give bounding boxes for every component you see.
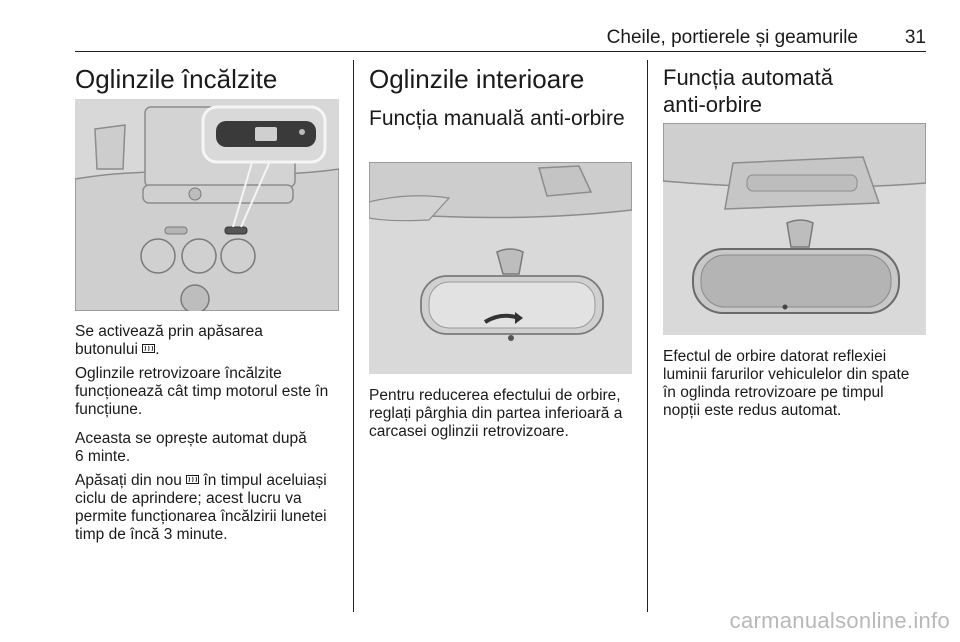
heading-line: Funcția automată <box>663 65 833 90</box>
dashboard-illustration <box>75 99 339 311</box>
watermark: carmanualsonline.info <box>729 608 950 633</box>
subheading-manual-anti-glare: Funcția manuală anti-orbire <box>369 107 625 130</box>
page-header <box>75 27 926 51</box>
paragraph-manual-instructions <box>369 387 622 441</box>
text-line: în oglinda retrovizoare pe timpul <box>663 384 884 401</box>
paragraph-auto-description <box>663 348 909 420</box>
text-line: butonului <box>75 341 138 358</box>
paragraph-function <box>75 365 328 419</box>
column-divider-2 <box>647 60 648 612</box>
text-line: carcasei oglinzii retrovizoare. <box>369 423 569 440</box>
text-line: . <box>155 341 160 358</box>
text-line: în timpul aceluiași <box>203 472 327 489</box>
header-rule <box>75 51 926 52</box>
text-line: Apăsați din nou <box>75 472 182 489</box>
text-line: 6 minte. <box>75 448 131 465</box>
rear-defrost-icon <box>186 475 199 486</box>
text-line: Aceasta se oprește automat după <box>75 430 307 447</box>
paragraph-activation <box>75 323 263 359</box>
text-line: Se activează prin apăsarea <box>75 323 263 340</box>
text-line: Oglinzile retrovizoare încălzite <box>75 365 282 382</box>
text-line: Pentru reducerea efectului de orbire, <box>369 387 621 404</box>
column-divider-1 <box>353 60 354 612</box>
text-line: funcționează cât timp motorul este în <box>75 383 329 400</box>
chapter-title: Cheile, portierele și geamurile <box>606 27 858 48</box>
paragraph-auto-off <box>75 430 307 466</box>
text-line: nopții este redus automat. <box>663 402 842 419</box>
figure-auto-mirror <box>663 123 926 335</box>
text-line: luminii farurilor vehiculelor din spate <box>663 366 910 383</box>
figure-heated-mirrors <box>75 99 339 311</box>
text-line: permite funcționarea încălzirii lunetei <box>75 508 327 525</box>
heading-auto-anti-glare <box>663 64 833 118</box>
text-line: reglați pârghia din partea inferioară a <box>369 405 623 422</box>
rear-defrost-icon <box>142 344 155 355</box>
heading-interior-mirrors: Oglinzile interioare <box>369 64 585 94</box>
mirror-lever-illustration <box>369 162 632 374</box>
text-line: ciclu de aprindere; acest lucru va <box>75 490 302 507</box>
heading-line: anti-orbire <box>663 92 763 117</box>
text-line: Efectul de orbire datorat reflexiei <box>663 348 887 365</box>
text-line: timp de încă 3 minute. <box>75 526 228 543</box>
page-number: 31 <box>904 27 926 48</box>
heading-heated-mirrors: Oglinzile încălzite <box>75 64 278 94</box>
paragraph-press-again <box>75 472 327 544</box>
figure-manual-mirror <box>369 162 632 374</box>
text-line: funcțiune. <box>75 401 143 418</box>
auto-dimming-mirror-illustration <box>663 123 926 335</box>
